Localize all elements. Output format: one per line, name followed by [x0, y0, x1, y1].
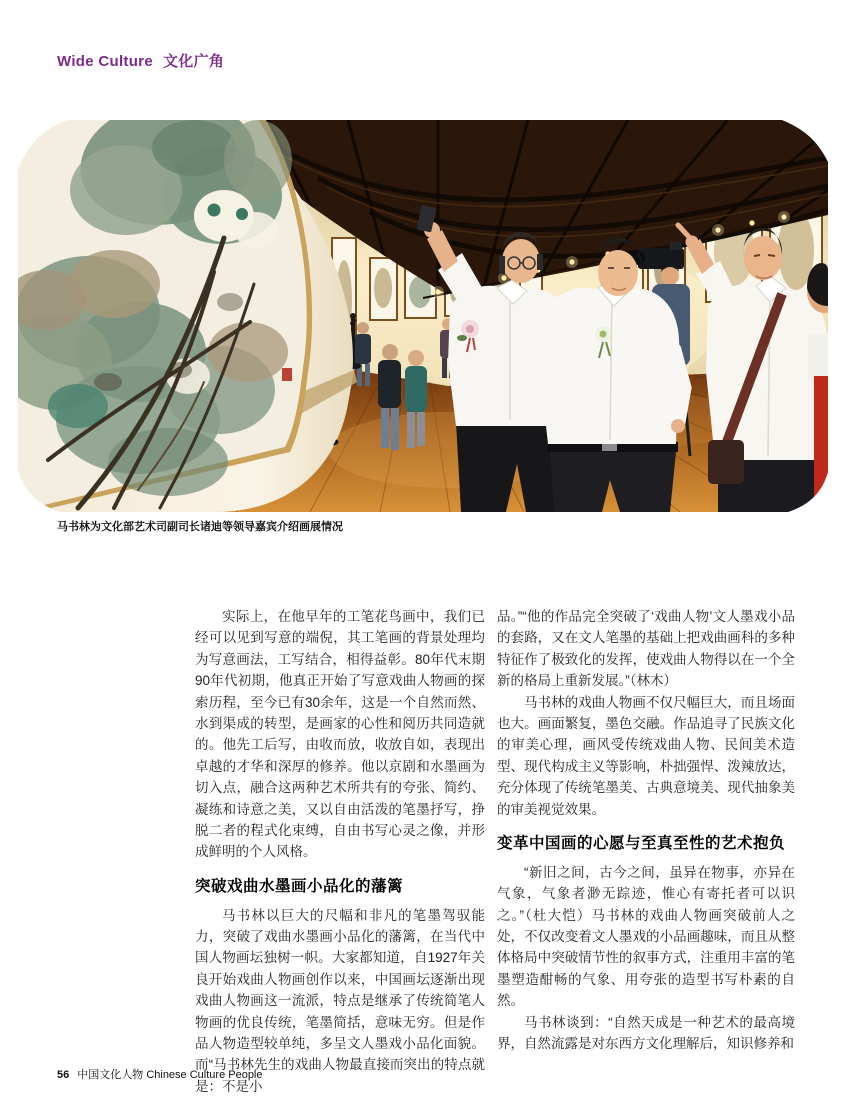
- lotus-painting: [18, 120, 312, 512]
- article-subheading: 变革中国画的心愿与至真至性的艺术抱负: [497, 835, 786, 853]
- seal-stamp: [282, 368, 292, 381]
- article-column-right: [497, 606, 795, 1054]
- page-number: 56: [57, 1069, 70, 1081]
- section-title-en: Wide Culture: [57, 53, 153, 70]
- article-column-left: [195, 606, 485, 1097]
- paragraph: 马书林谈到：“自然天成是一种艺术的最高境界，自然流露是对东西方文化理解后，知识修养和: [497, 1014, 795, 1051]
- section-title-zh: 文化广角: [162, 53, 225, 70]
- magazine-title-en: Chinese Culture People: [146, 1069, 263, 1081]
- paragraph: 马书林以巨大的尺幅和非凡的笔墨驾驭能力，突破了戏曲水墨画小品化的藩篱，在当代中国人物画坛独树一帜。大家都知道，自1927年关良开始戏曲人物画创作以来，中国画坛逐渐出现戏曲人物画这一流派，特点是继承了传统简笔人物画的优良传统，笔墨简括，意味无穷。但是作品人物造型较单纯，多呈文人墨戏小品化面貌。而“马书林先生的戏曲人物最直接而突出的特点就是：不是小: [195, 907, 485, 1094]
- paragraph: 实际上，在他早年的工笔花鸟画中，我们已经可以见到写意的端倪，其工笔画的背景处理均为写意画法，工写结合，相得益彰。80年代末期90年代初期，他真正开始了写意戏曲人物画的探索历程，至今已有30余年，这是一个自然而然、水到渠成的转型，是画家的心性和阅历共同造就的。他先工后写，由收而放，收放自如，表现出卓越的才华和深厚的修养。他以京剧和水墨画为切入点，融合这两种艺术所共有的夸张、简约、凝练和诗意之美，又以自由活泼的笔墨抒写，挣脱二者的程式化束缚，自由书写心灵之像，并形成鲜明的个人风格。: [195, 609, 485, 860]
- gallery-photo: [18, 120, 828, 512]
- section-header: [57, 50, 224, 71]
- paragraph: 马书林的戏曲人物画不仅尺幅巨大，而且场面也大。画面繁复，墨色交融。作品追寻了民族文化的审美心理，画风受传统戏曲人物、民间美术造型、现代构成主义等影响，朴拙强悍、泼辣放达，充分体现了传统笔墨美、古典意境美、现代抽象美的审美视觉效果。: [497, 694, 795, 817]
- gallery-photo-illustration: [18, 120, 828, 512]
- magazine-title-zh: 中国文化人物: [77, 1069, 144, 1081]
- paragraph-continuation: 品。”“他的作品完全突破了‘戏曲人物’文人墨戏小品的套路，又在文人笔墨的基础上把戏曲画科的多种特征作了极致化的发挥，使戏曲人物得以在一个全新的格局上重新发展。”（林木）: [497, 609, 795, 689]
- paragraph: “新旧之间，古今之间，虽异在物事，亦异在气象，气象者渺无踪迹，惟心有寄托者可以识之。”（杜大恺）马书林的戏曲人物画突破前人之处，不仅改变着文人墨戏的小品画趣味，而且从整体格局中突破情节性的叙事方式，注重用丰富的笔墨塑造酣畅的气象、用夸张的造型书写朴素的自然。: [497, 864, 795, 1009]
- photo-caption: 马书林为文化部艺术司副司长诸迪等领导嘉宾介绍画展情况: [57, 521, 343, 533]
- article-subheading: 突破戏曲水墨画小品化的藩篱: [195, 877, 404, 895]
- page-footer: [57, 1066, 263, 1082]
